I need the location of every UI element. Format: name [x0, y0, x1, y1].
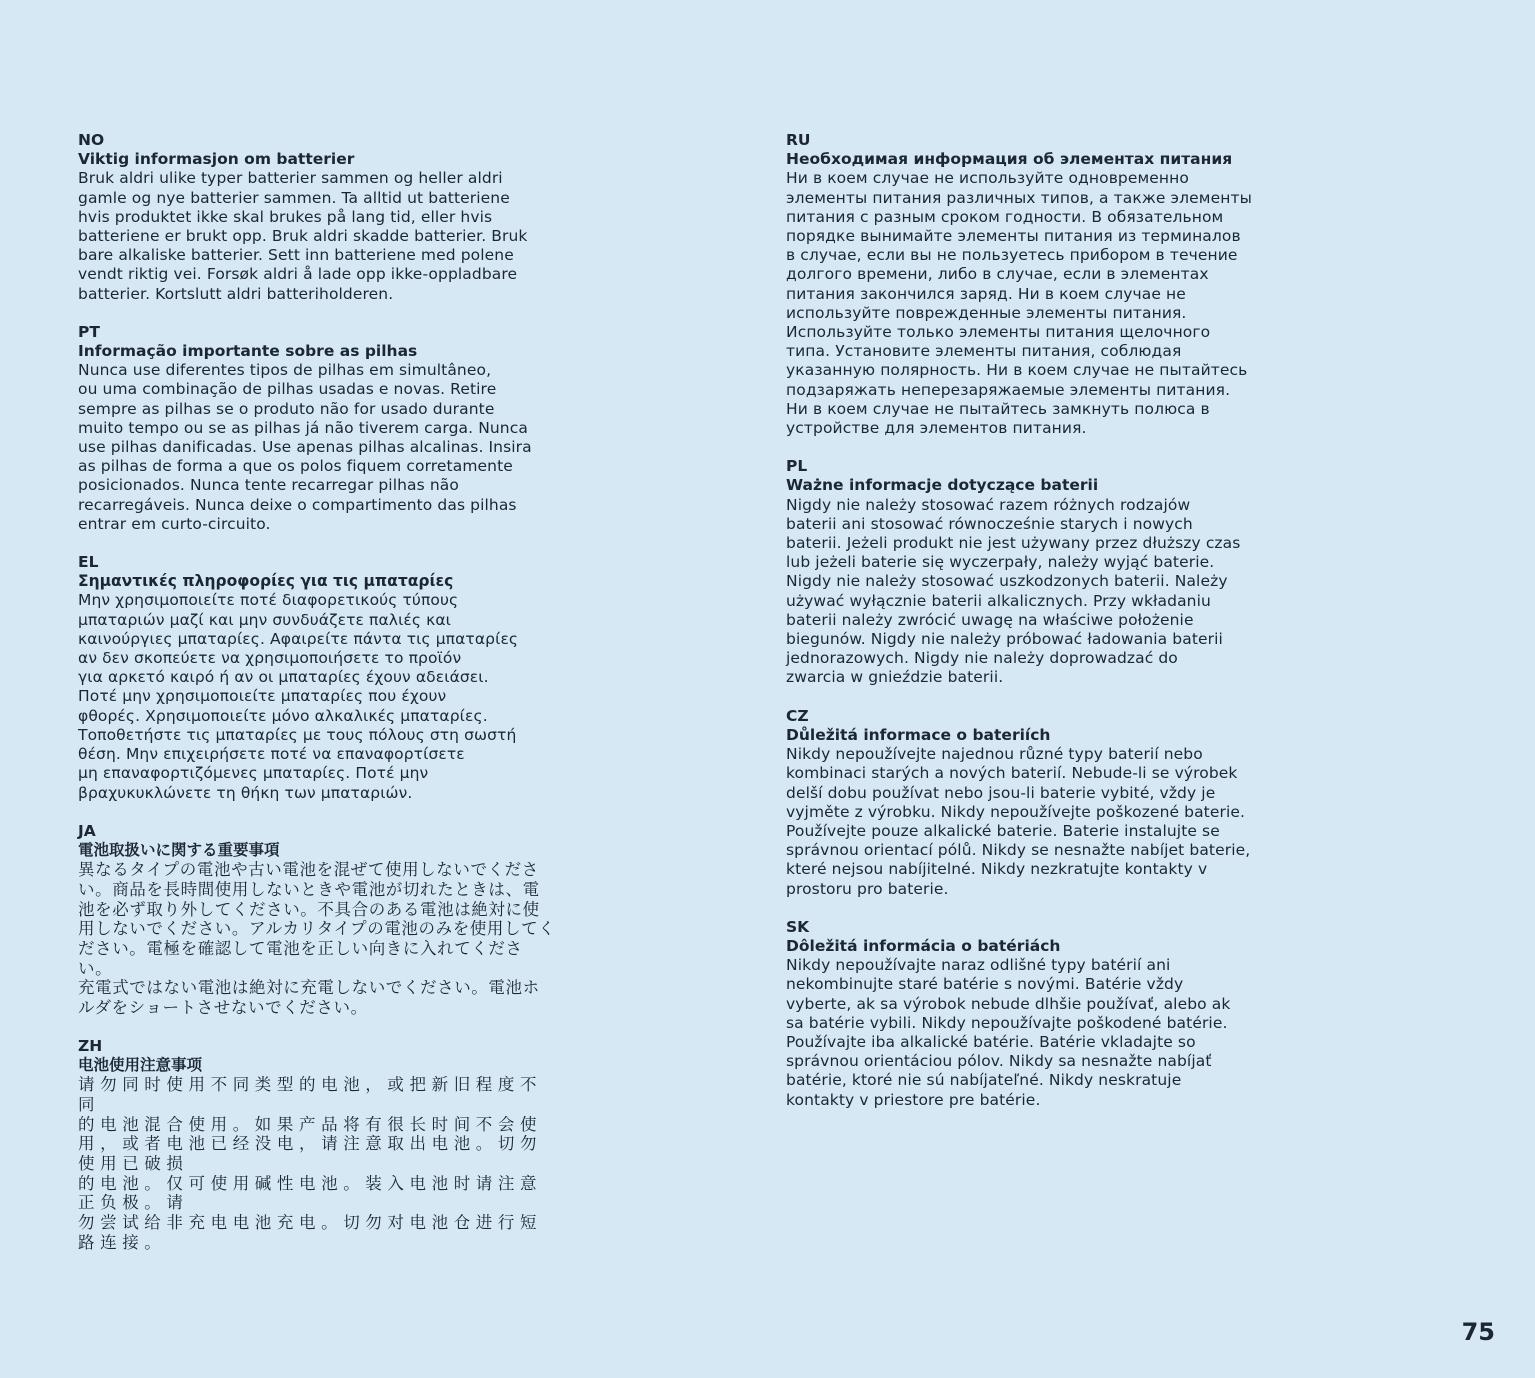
section-body: Ни в коем случае не используйте одновременно элементы питания различных типов, а также элементы питания с разным сроком годности. В обязательном порядке вынимайте элементы питания из терминалов в случае, если вы не пользуетесь прибором в течение долгого времени, либо в случае, если в элементах питания закончился заряд. Ни в коем случае не используйте поврежденные элементы питания. Используйте только элементы питания щелочного типа. Установите элементы питания, соблюдая указанную полярность. Ни в коем случае не пытайтесь подзаряжать неперезаряжаемые элементы питания. Ни в коем случае не пытайтесь замкнуть полюса в устройстве для элементов питания.	[786, 169, 1252, 438]
section-body: Bruk aldri ulike typer batterier sammen og heller aldri gamle og nye batterier sammen. Ta alltid ut batteriene hvis produktet ikke skal brukes på lang tid, eller hvis batteriene er brukt opp. Bruk aldri skadde batterier. Bruk bare alkaliske batterier. Sett inn batteriene med polene vendt riktig vei. Forsøk aldri å lade opp ikke-oppladbare batterier. Kortslutt aldri batteriholderen.	[78, 169, 528, 303]
section-heading: Σημαντικές πληροφορίες για τις μπαταρίες	[78, 572, 454, 591]
language-code: PL	[786, 457, 808, 476]
section-body: 異なるタイプの電池や古い電池を混ぜて使用しないでくださ い。商品を長時間使用しないときや電池が切れたときは、電 池を必ず取り外してください。不具合のある電池は絶対に使 用しないでください。アルカリタイプの電池のみを使用してく ださい。電極を確認して電池を正しい向きに入れてください。 充電式ではない電池は絶対に充電しないでください。電池ホ ルダをショートさせないでください。	[78, 860, 556, 1018]
language-code: EL	[78, 553, 99, 572]
language-code: CZ	[786, 706, 809, 725]
language-code: NO	[78, 131, 105, 149]
section-heading: Необходимая информация об элементах питания	[786, 150, 1233, 169]
section-heading: Ważne informacje dotyczące baterii	[786, 476, 1099, 495]
section-body: 请勿同时使用不同类型的电池，或把新旧程度不同 的电池混合使用。如果产品将有很长时间不会使 用，或者电池已经没电，请注意取出电池。切勿使用已破损 的电池。仅可使用碱性电池。装入电池时请注意正负极。请 勿尝试给非充电电池充电。切勿对电池仓进行短路连接。	[78, 1075, 543, 1252]
section-el	[78, 553, 556, 803]
section-no	[78, 131, 556, 304]
section-heading: 电池使用注意事项	[78, 1055, 203, 1074]
section-cz	[786, 707, 1266, 899]
section-heading: Viktig informasjon om batterier	[78, 150, 355, 169]
section-body: Μην χρησιμοποιείτε ποτέ διαφορετικούς τύπους μπαταριών μαζί και μην συνδυάζετε παλιές και καινούργιες μπαταρίες. Αφαιρείτε πάντα τις μπαταρίες αν δεν σκοπεύετε να χρησιμοποιήσετε το προϊόν για αρκετό καιρό ή αν οι μπαταρίες έχουν αδειάσει. Ποτέ μην χρησιμοποιείτε μπαταρίες που έχουν φθορές. Χρησιμοποιείτε μόνο αλκαλικές μπαταρίες. Τοποθετήστε τις μπαταρίες με τους πόλους στη σωστή θέση. Μην επιχειρήσετε ποτέ να επαναφορτίσετε μη επαναφορτιζόμενες μπαταρίες. Ποτέ μην βραχυκυκλώνετε τη θήκη των μπαταριών.	[78, 591, 519, 802]
section-body: Nunca use diferentes tipos de pilhas em simultâneo, ou uma combinação de pilhas usadas e novas. Retire sempre as pilhas se o produto não for usado durante muito tempo ou se as pilhas já não tiverem carga. Nunca use pilhas danificadas. Use apenas pilhas alcalinas. Insira as pilhas de forma a que os polos fiquem corretamente posicionados. Nunca tente recarregar pilhas não recarregáveis. Nunca deixe o compartimento das pilhas entrar em curto-circuito.	[78, 361, 532, 533]
section-pl	[786, 457, 1266, 687]
section-heading: 電池取扱いに関する重要事項	[78, 840, 280, 859]
section-pt	[78, 323, 556, 534]
section-heading: Informação importante sobre as pilhas	[78, 342, 418, 361]
language-code: PT	[78, 322, 100, 341]
section-body: Nikdy nepoužívajte naraz odlišné typy batérií ani nekombinujte staré batérie s novými. Batérie vždy vyberte, ak sa výrobok nebude dlhšie používať, alebo ak sa batérie vybili. Nikdy nepoužívajte poškodené batérie. Používajte iba alkalické batérie. Batérie vkladajte so správnou orientáciou pólov. Nikdy sa nesnažte nabíjať batérie, ktoré nie sú nabíjateľné. Nikdy neskratuje kontakty v priestore pre batérie.	[786, 956, 1231, 1109]
language-code: SK	[786, 917, 810, 936]
language-code: JA	[78, 821, 96, 840]
section-ja	[78, 822, 556, 1018]
right-column	[786, 131, 1266, 1129]
section-zh	[78, 1037, 556, 1253]
language-code: ZH	[78, 1036, 103, 1055]
section-heading: Důležitá informace o bateriích	[786, 725, 1051, 744]
language-code: RU	[786, 131, 811, 149]
section-ru	[786, 131, 1266, 438]
section-body: Nigdy nie należy stosować razem różnych rodzajów baterii ani stosować równocześnie starych i nowych baterii. Jeżeli produkt nie jest używany przez dłuższy czas lub jeżeli baterie się wyczerpały, należy wyjąć baterie. Nigdy nie należy stosować uszkodzonych baterii. Należy używać wyłącznie baterii alkalicznych. Przy wkładaniu baterii należy zwrócić uwagę na właściwe położenie biegunów. Nigdy nie należy próbować ładowania baterii jednorazowych. Nigdy nie należy doprowadzać do zwarcia w gnieździe baterii.	[786, 495, 1241, 687]
section-heading: Dôležitá informácia o batériách	[786, 936, 1061, 955]
section-sk	[786, 918, 1266, 1110]
left-column	[78, 131, 556, 1271]
page-number: 75	[1461, 1318, 1495, 1346]
section-body: Nikdy nepoužívejte najednou různé typy baterií nebo kombinaci starých a nových baterií. Nebude-li se výrobek delší dobu používat nebo jsou-li baterie vybité, vždy je vyjměte z výrobku. Nikdy nepoužívejte poškozené baterie. Používejte pouze alkalické baterie. Baterie instalujte se správnou orientací pólů. Nikdy se nesnažte nabíjet baterie, které nejsou nabíjitelné. Nikdy nezkratujte kontakty v prostoru pro baterie.	[786, 745, 1251, 898]
